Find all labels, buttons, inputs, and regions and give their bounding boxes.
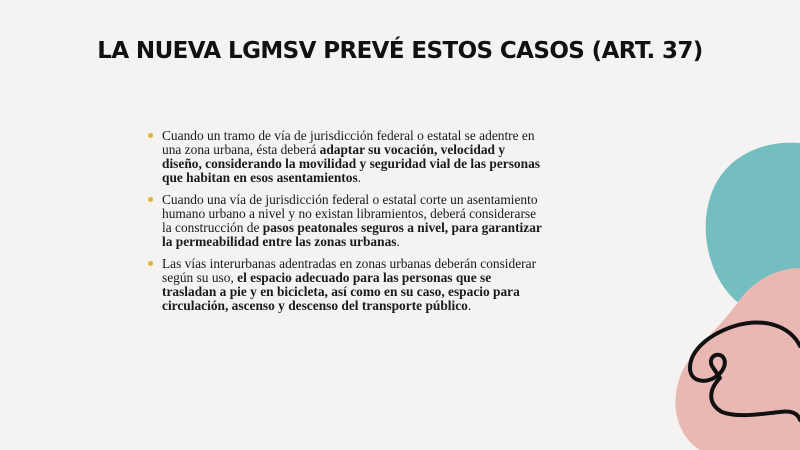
list-item [146,129,546,185]
list-item [146,257,546,313]
bullet-end: . [357,170,362,185]
bullet-text: Cuando una vía de jurisdicción federal o estatal corte un asentamiento humano urbano a nivel y no existan libramientos, deberá considerarse la construcción de [162,192,538,235]
bullet-list [146,129,546,321]
list-item [146,193,546,249]
bullet-emphasis: adaptar su vocación, velocidad y diseño, considerando la movilidad y seguridad vial de las personas que habitan en esos asentamientos [162,142,540,185]
bullet-emphasis: el espacio adecuado para las personas que se trasladan a pie y en bicicleta, así como en su caso, espacio para circulación, ascenso y descenso del transporte público [162,270,520,313]
bullet-emphasis: pasos peatonales seguros a nivel, para garantizar la permeabilidad entre las zonas urbanas [162,220,542,249]
bullet-end: . [396,234,400,249]
bullet-text: Cuando un tramo de vía de jurisdicción federal o estatal se adentre en una zona urbana, ésta deberá [162,128,535,157]
bullet-end: . [467,298,472,313]
bullet-text: Las vías interurbanas adentradas en zonas urbanas deberán considerar según su uso, [162,256,537,285]
page-title: LA NUEVA LGMSV PREVÉ ESTOS CASOS (ART. 37) [97,38,703,64]
